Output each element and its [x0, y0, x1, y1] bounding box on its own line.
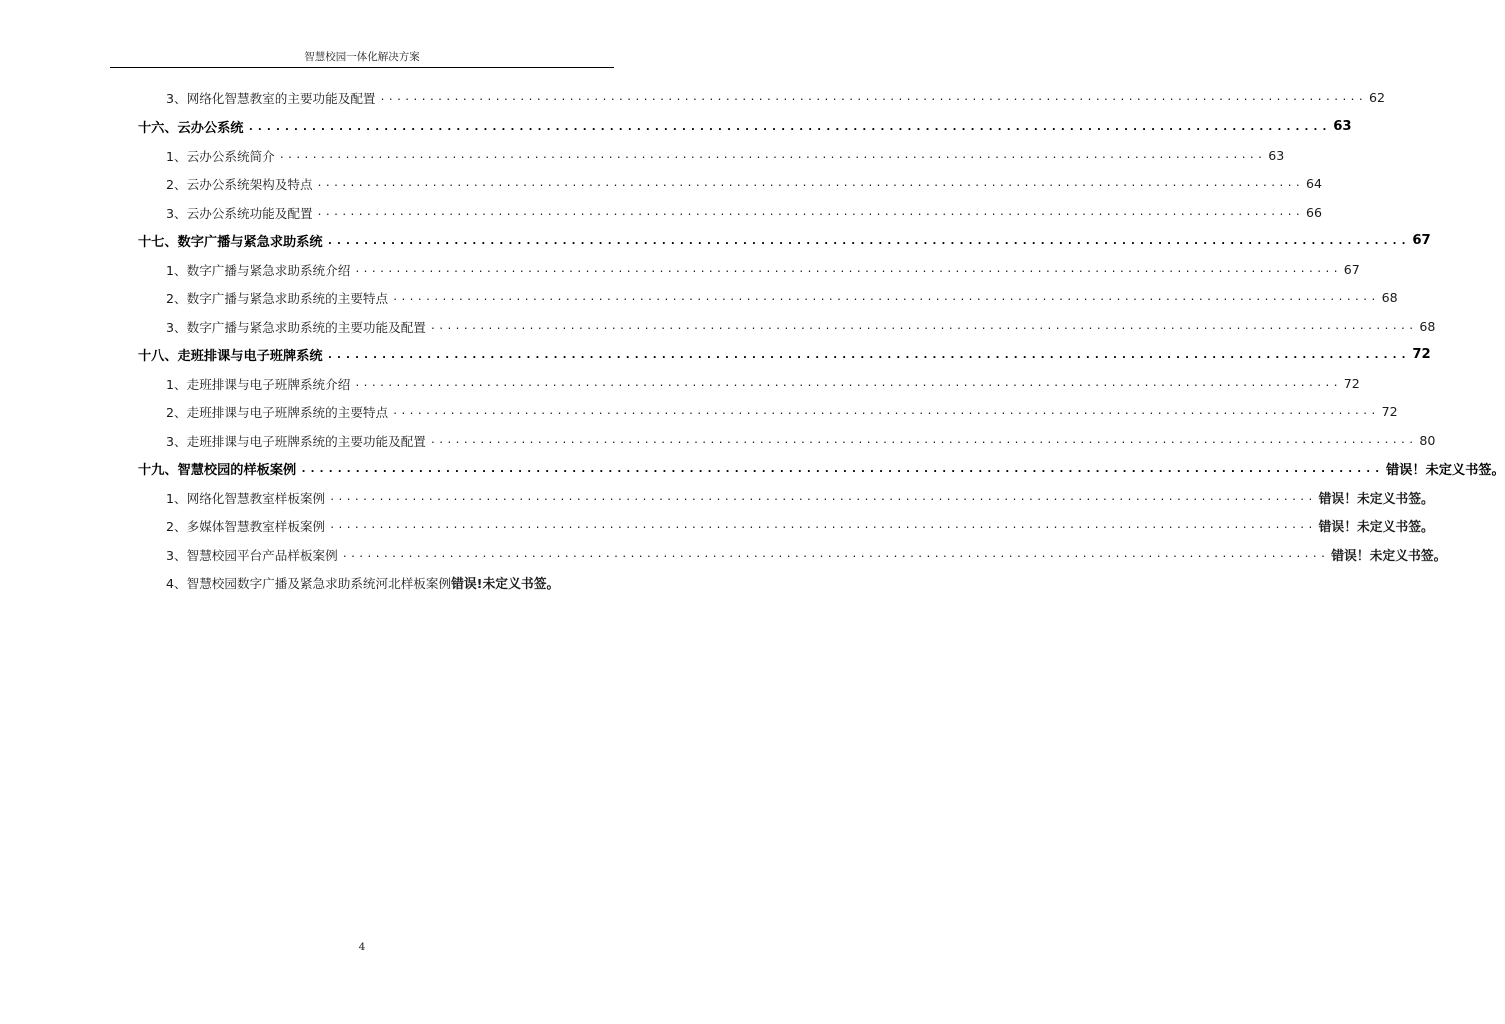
toc-entry-title: 3、网络化智慧教室的主要功能及配置	[166, 90, 376, 106]
toc-entry-page: 64	[1306, 175, 1323, 191]
toc-bookmark-error: 错误!未定义书签。	[451, 576, 560, 592]
toc-entry[interactable]	[166, 87, 1386, 107]
toc-dot-leader: ........................................................................................................................	[392, 405, 1379, 417]
running-header-title: 智慧校园一体化解决方案	[304, 51, 420, 63]
toc-entry-title: 2、走班排课与电子班牌系统的主要特点	[166, 404, 389, 420]
toc-dot-leader: ........................................................................................................................	[354, 377, 1341, 389]
toc-dot-leader: ........................................................................................................................	[329, 491, 1316, 503]
toc-bookmark-error: 错误！未定义书签。	[1331, 548, 1447, 564]
toc-dot-leader: ........................................................................................................................	[247, 119, 1331, 133]
toc-entry-title: 3、数字广播与紧急求助系统的主要功能及配置	[166, 319, 426, 335]
page-number: 4	[358, 941, 366, 953]
toc-entry[interactable]	[166, 259, 1360, 279]
toc-section-title: 十八、走班排课与电子班牌系统	[138, 348, 323, 364]
toc-entry[interactable]	[166, 430, 1436, 450]
toc-section-page: 72	[1412, 346, 1431, 362]
toc-entry[interactable]	[166, 487, 1434, 507]
toc-section[interactable]	[138, 458, 1505, 478]
toc-entry[interactable]	[166, 173, 1323, 193]
toc-entry-page: 80	[1419, 432, 1436, 448]
toc-section[interactable]	[138, 116, 1352, 136]
toc-dot-leader: ........................................................................................................................	[429, 320, 1417, 332]
toc-dot-leader: ........................................................................................................................	[316, 177, 1304, 189]
toc-entry-title: 2、云办公系统架构及特点	[166, 176, 313, 192]
toc-bookmark-error: 错误！未定义书签。	[1385, 462, 1505, 478]
toc-section-page: 63	[1333, 118, 1352, 134]
toc-dot-leader: ........................................................................................................................	[341, 548, 1329, 560]
toc-entry-title: 1、网络化智慧教室样板案例	[166, 490, 326, 506]
toc-section-page: 67	[1412, 232, 1431, 248]
toc-entry[interactable]	[166, 401, 1398, 421]
toc-section[interactable]	[138, 344, 1431, 364]
toc-entry-title: 1、云办公系统简介	[166, 148, 275, 164]
toc-entry-page: 62	[1368, 89, 1386, 105]
toc-entry[interactable]	[166, 145, 1285, 165]
toc-entry[interactable]	[166, 316, 1436, 336]
toc-entry-title: 2、数字广播与紧急求助系统的主要特点	[166, 290, 389, 306]
toc-dot-leader: ........................................................................................................................	[326, 347, 1410, 361]
toc-entry-title: 2、多媒体智慧教室样板案例	[166, 518, 326, 534]
toc-entry-title: 4、智慧校园数字广播及紧急求助系统河北样板案例	[166, 575, 452, 591]
toc-dot-leader: ........................................................................................................................	[392, 291, 1379, 303]
toc-section-title: 十九、智慧校园的样板案例	[138, 462, 297, 478]
toc-entry-title: 1、数字广播与紧急求助系统介绍	[166, 262, 351, 278]
toc-entry[interactable]	[166, 572, 615, 592]
toc-entry-page: 72	[1381, 403, 1398, 419]
toc-entry-title: 3、云办公系统功能及配置	[166, 205, 313, 221]
toc-bookmark-error: 错误！未定义书签。	[1318, 519, 1434, 535]
toc-section-title: 十七、数字广播与紧急求助系统	[138, 234, 323, 250]
toc-entry-page: 68	[1381, 289, 1398, 305]
toc-entry-page: 72	[1343, 375, 1360, 391]
toc-dot-leader: ........................................................................................................................	[300, 461, 1383, 475]
toc-dot-leader: ........................................................................................................................	[354, 263, 1341, 275]
toc-dot-leader: ........................................................................................................................	[278, 149, 1266, 161]
toc-entry[interactable]	[166, 287, 1398, 307]
toc-entry[interactable]	[166, 373, 1360, 393]
toc-entry-title: 1、走班排课与电子班牌系统介绍	[166, 376, 351, 392]
toc-entry[interactable]	[166, 515, 1434, 535]
toc-section[interactable]	[138, 230, 1431, 250]
toc-entry-page: 68	[1419, 318, 1436, 334]
toc-dot-leader: ........................................................................................................................	[429, 434, 1417, 446]
toc-bookmark-error: 错误！未定义书签。	[1318, 491, 1434, 507]
toc-entry-title: 3、走班排课与电子班牌系统的主要功能及配置	[166, 433, 426, 449]
toc-entry-title: 3、智慧校园平台产品样板案例	[166, 547, 338, 563]
toc-entry[interactable]	[166, 202, 1323, 222]
toc-entry-page: 63	[1268, 147, 1285, 163]
toc-dot-leader: ........................................................................................................................	[326, 233, 1410, 247]
toc-dot-leader: ........................................................................................................................	[329, 519, 1316, 531]
toc-section-title: 十六、云办公系统	[138, 120, 244, 136]
toc-entry-page: 67	[1343, 261, 1360, 277]
toc-dot-leader: ........................................................................................................................	[379, 91, 1366, 103]
toc-dot-leader: ........................................................................................................................	[316, 206, 1304, 218]
toc-entry[interactable]	[166, 544, 1447, 564]
toc-entry-page: 66	[1306, 204, 1323, 220]
